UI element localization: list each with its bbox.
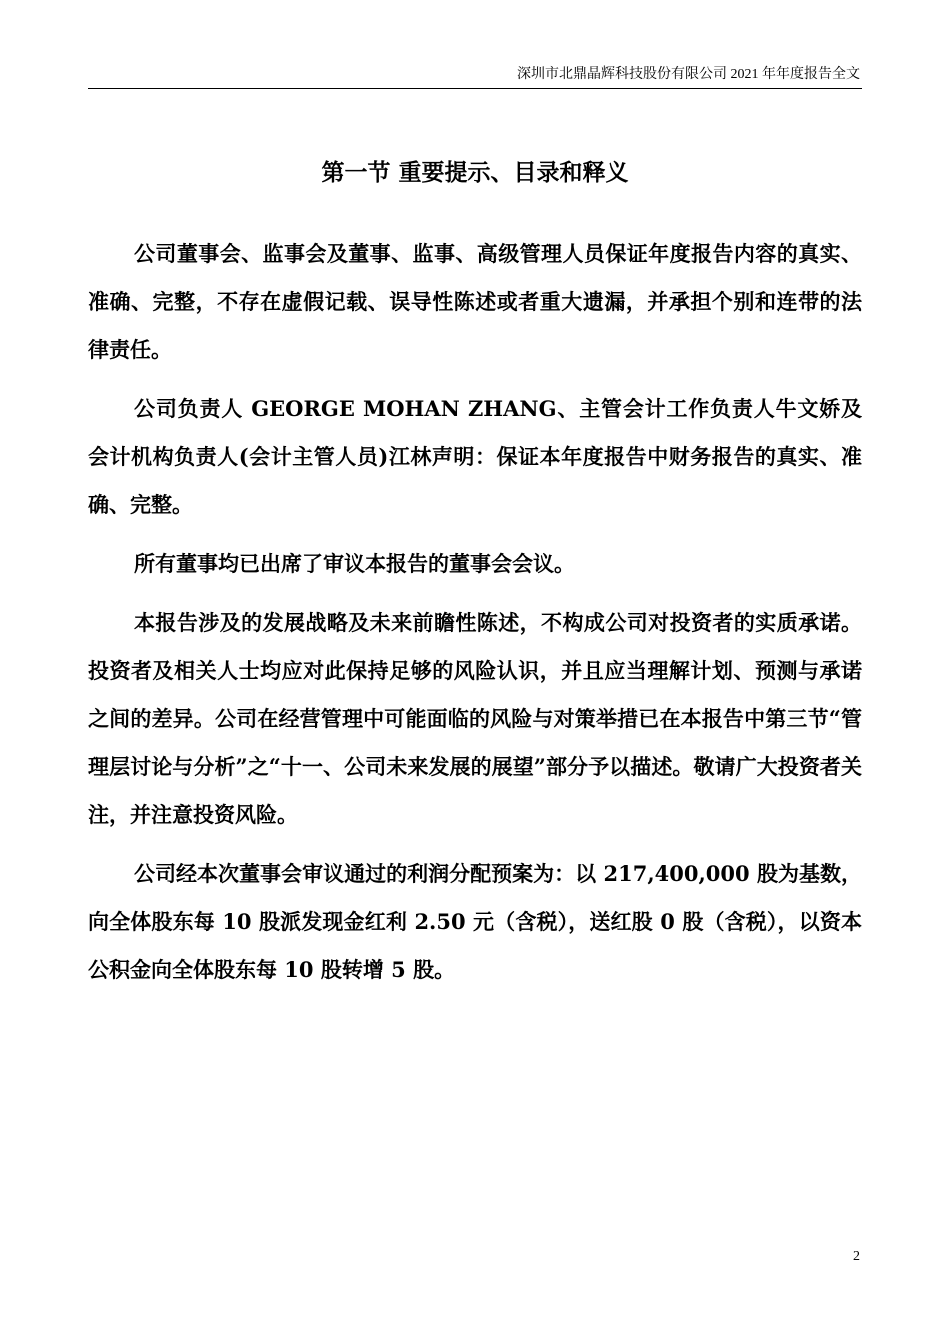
section-title: 第一节 重要提示、目录和释义 bbox=[321, 160, 629, 186]
paragraph-responsibility-statement: 公司董事会、监事会及董事、监事、高级管理人员保证年度报告内容的真实、准确、完整，不存在虚假记载、误导性陈述或者重大遗漏，并承担个别和连带的法律责任。 bbox=[88, 241, 862, 362]
header-divider bbox=[88, 88, 862, 89]
paragraph-financial-declaration: 公司负责人 GEORGE MOHAN ZHANG、主管会计工作负责人牛文娇及会计机构负责人(会计主管人员)江林声明：保证本年度报告中财务报告的真实、准确、完整。 bbox=[88, 396, 862, 517]
document-body bbox=[88, 230, 862, 1005]
paragraph-risk-disclaimer: 本报告涉及的发展战略及未来前瞻性陈述，不构成公司对投资者的实质承诺。投资者及相关人士均应对此保持足够的风险认识，并且应当理解计划、预测与承诺之间的差异。公司在经营管理中可能面临的风险与对策举措已在本报告中第三节“管理层讨论与分析”之“十一、公司未来发展的展望”部分予以描述。敬请广大投资者关注，并注意投资风险。 bbox=[88, 610, 862, 827]
paragraph-board-attendance: 所有董事均已出席了审议本报告的董事会会议。 bbox=[134, 551, 575, 576]
page-number: 2 bbox=[853, 1249, 860, 1264]
running-header: 深圳市北鼎晶辉科技股份有限公司 2021 年年度报告全文 bbox=[517, 67, 860, 82]
paragraph-profit-distribution: 公司经本次董事会审议通过的利润分配预案为：以 217,400,000 股为基数，向全体股东每 10 股派发现金红利 2.50 元（含税），送红股 0 股（含税），以资本公积金向全体股东每 10 股转增 5 股。 bbox=[88, 861, 862, 982]
